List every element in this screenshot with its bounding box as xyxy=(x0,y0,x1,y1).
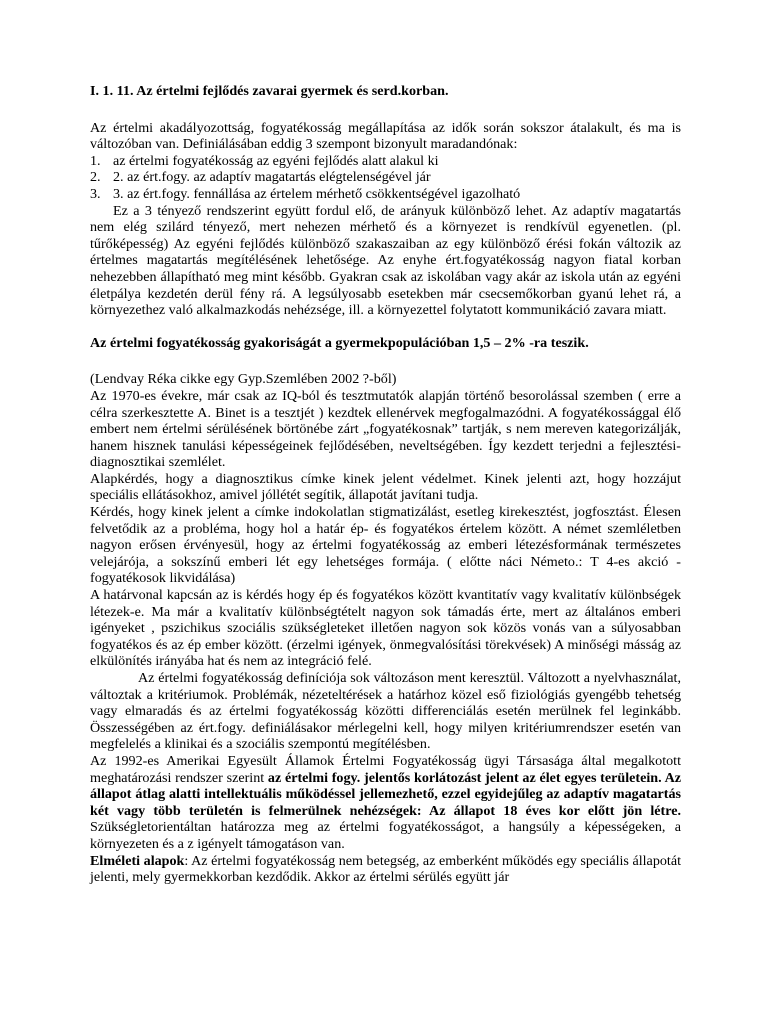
list-text: az értelmi fogyatékosság az egyéni fejlődés alatt alakul ki xyxy=(113,152,439,169)
list-item xyxy=(90,153,681,170)
list-item xyxy=(90,186,681,203)
source-citation: (Lendvay Réka cikke egy Gyp.Szemlében 2002 ?-ből) xyxy=(90,371,397,388)
list-item xyxy=(90,169,681,186)
section-heading: Az értelmi fogyatékosság gyakoriságát a gyermekpopulációban 1,5 – 2% -ra teszik. xyxy=(90,334,589,351)
paragraph-8-text: : Az értelmi fogyatékosság nem betegség, az emberként működés egy speciális állapotát jelenti, mely gyermekkorban kezdődik. Akkor az értelmi sérülés együtt jár xyxy=(90,852,681,886)
paragraph-4: Kérdés, hogy kinek jelent a címke indokolatlan stigmatizálást, esetleg kirekesztést, jogfosztást. Élesen felvetődik az a probléma, hogy hol a határ ép- és fogyatékos értelem között. A német szemléletben nagyon erősen érvényesül, hogy az értelmi fogyatékosság az emberi létezésformának természetes velejárója, a sokszínű emberi lét egy lehetséges formája. ( előtte náci Németo.: T 4-es akció - fogyatékosok likvidálása) xyxy=(90,504,681,587)
intro-paragraph: Az értelmi akadályozottság, fogyatékosság megállapítása az idők során sokszor átalakult, és ma is változóban van. Definiálásában eddig 3 szempont bizonyult maradandónak: xyxy=(90,119,681,153)
paragraph-8-label: Elméleti alapok xyxy=(90,852,185,869)
criteria-list xyxy=(90,153,681,203)
list-text: 3. az ért.fogy. fennállása az értelem mérhető csökkentségével igazolható xyxy=(113,185,521,202)
list-number: 2. xyxy=(90,169,101,186)
paragraph-1: Ez a 3 tényező rendszerint együtt fordul elő, de arányuk különböző lehet. Az adaptív magatartás nem elég szilárd tényező, mert nehezen mérhető és a környezet is rendkívül egyenetlen. (pl. tűrőképesség) Az egyéni fejlődés különböző szakaszaiban az egy különböző érési fokán változik az értelmes magatartás megítélésének lehetősége. Az enyhe ért.fogyatékosság nagyon fiatal korban nehezebben állapítható meg mint később. Gyakran csak az iskolában vagy akár az iskola után az egyéni életpálya kezdetén derül fény rá. A legsúlyosabb esetekben már csecsemőkorban gyanú lehet rá, a környezethez való alkalmazkodás nehézsége, ill. a környezettel folytatott kommunikáció zavara miatt. xyxy=(90,202,681,319)
paragraph-5: A határvonal kapcsán az is kérdés hogy ép és fogyatékos között kvantitatív vagy kvalitatív különbségek létezek-e. Ma már a kvalitatív különbségtételt nagyon sok támadás érte, mert az általános emberi igényeket , pszichikus szociális szükségleteket illetően nagyon sok közös vonás van a súlyosabban fogyatékos és az ép ember között. (érzelmi igények, önmegvalósítási törekvések) A minőségi másság az elkülönítés irányába hat és nem az integráció felé. xyxy=(90,587,681,670)
paragraph-7-bold: az értelmi fogy. jelentős korlátozást jelent az élet egyes területein. Az állapot átlag alatti intellektuális működéssel jellemezhető, ezzel egyidejűleg az adaptív magatartás két vagy több területén is felmerülnek nehézségek: Az állapot 18 éves kor előtt jön létre. xyxy=(90,769,681,819)
list-text: 2. az ért.fogy. az adaptív magatartás elégtelenségével jár xyxy=(113,169,431,186)
paragraph-3: Alapkérdés, hogy a diagnosztikus címke kinek jelent védelmet. Kinek jelenti azt, hogy hozzájut speciális ellátásokhoz, amivel jóllétét segítik, állapotát javítani tudja. xyxy=(90,470,681,504)
list-number: 1. xyxy=(90,152,101,169)
paragraph-2: Az 1970-es évekre, már csak az IQ-ból és tesztmutatók alapján történő besorolással szemben ( erre a célra szerkesztette A. Binet is a tesztjét ) kezdtek ellenérvek megfogalmazódni. A fogyatékossággal élő embert nem értelmi sérülésének börtönébe zárt „fogyatékosnak” tartják, s nem mereven kategorizálják, hanem hisznek tanulási képességeinek fejlődésében, neveltségében. Így kezdett terjedni a fejlesztési-diagnosztikai szemlélet. xyxy=(90,387,681,471)
paragraph-6: Az értelmi fogyatékosság definíciója sok változáson ment keresztül. Változott a nyelvhasználat, változtak a kritériumok. Problémák, nézeteltérések a határhoz közel eső fiziológiás gyengébb tehetség vagy elmaradás és az értelmi fogyatékosság közötti differenciálás esetén merülnek fel leginkább. Összességében az ért.fogy. definiálásakor mérlegelni kell, hogy milyen kritériumrendszer esetén van megfelelés a klinikai és a szociális szempontú megítélésben. xyxy=(90,670,681,753)
paragraph-7-end: Szükségletorientáltan határozza meg az értelmi fogyatékosságot, a hangsúly a képességeken, a környezeten és a z igényelt támogatáson van. xyxy=(90,819,681,852)
paragraph-7 xyxy=(90,753,681,853)
list-number: 3. xyxy=(90,185,101,202)
paragraph-8 xyxy=(90,853,681,886)
paragraph-7-intro: Az 1992-es Amerikai Egyesült Államok Értelmi Fogyatékosság ügyi Társasága által megalkotott meghatározási rendszer szerint xyxy=(90,752,681,786)
document-title: I. 1. 11. Az értelmi fejlődés zavarai gyermek és serd.korban. xyxy=(90,83,449,99)
